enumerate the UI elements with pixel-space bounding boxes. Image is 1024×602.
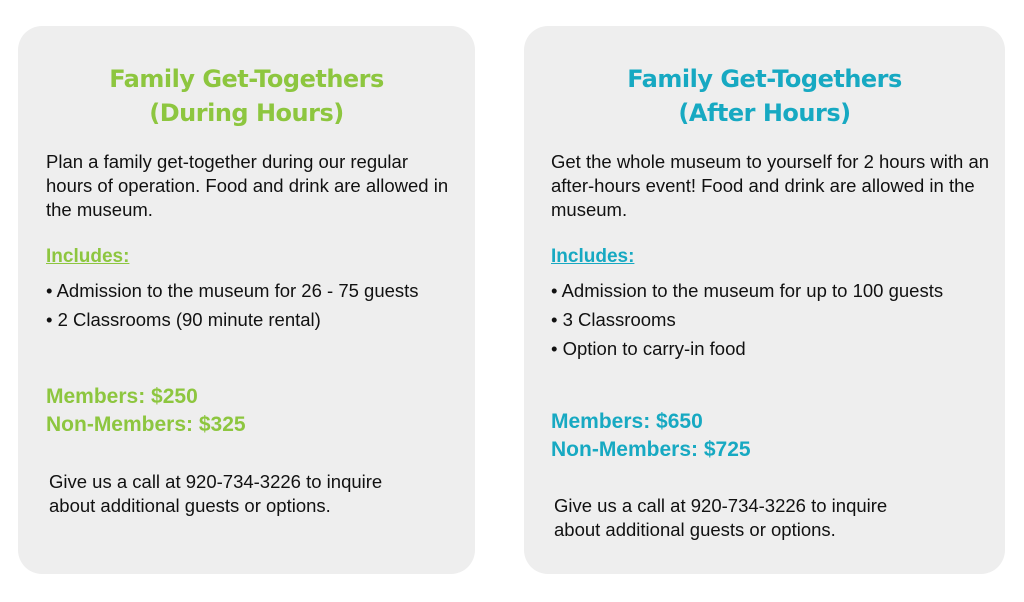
non-members-price: Non-Members: $725 [551, 438, 751, 461]
includes-item: • Admission to the museum for 26 - 75 guests [46, 280, 419, 301]
card-description: Get the whole museum to yourself for 2 hours with an after-hours event! Food and drink are allowed in the museum. [551, 151, 990, 220]
card-title-line2: (During Hours) [149, 99, 344, 127]
contact-line: Give us a call at 920-734-3226 to inquire [554, 495, 888, 516]
members-price: Members: $250 [46, 385, 198, 408]
contact-info [49, 470, 455, 518]
card-title-line1: Family Get-Togethers [627, 65, 902, 93]
pricing [551, 408, 751, 464]
contact-line: about additional guests or options. [554, 519, 836, 540]
during-hours-card [18, 26, 475, 574]
card-title [18, 62, 475, 130]
members-price: Members: $650 [551, 410, 703, 433]
contact-info [554, 494, 985, 542]
includes-list [46, 276, 465, 334]
includes-item: • 3 Classrooms [551, 309, 676, 330]
includes-list [551, 276, 999, 363]
card-title-line1: Family Get-Togethers [109, 65, 384, 93]
includes-heading: Includes: [46, 246, 130, 267]
contact-line: Give us a call at 920-734-3226 to inquire [49, 471, 383, 492]
pricing [46, 383, 246, 439]
non-members-price: Non-Members: $325 [46, 413, 246, 436]
includes-heading: Includes: [551, 246, 635, 267]
card-description: Plan a family get-together during our regular hours of operation. Food and drink are allowed in the museum. [46, 151, 449, 220]
contact-line: about additional guests or options. [49, 495, 331, 516]
includes-item: • 2 Classrooms (90 minute rental) [46, 309, 321, 330]
after-hours-card [524, 26, 1005, 574]
card-title [524, 62, 1005, 130]
includes-item: • Admission to the museum for up to 100 guests [551, 280, 944, 301]
card-title-line2: (After Hours) [678, 99, 851, 127]
includes-item: • Option to carry-in food [551, 338, 746, 359]
